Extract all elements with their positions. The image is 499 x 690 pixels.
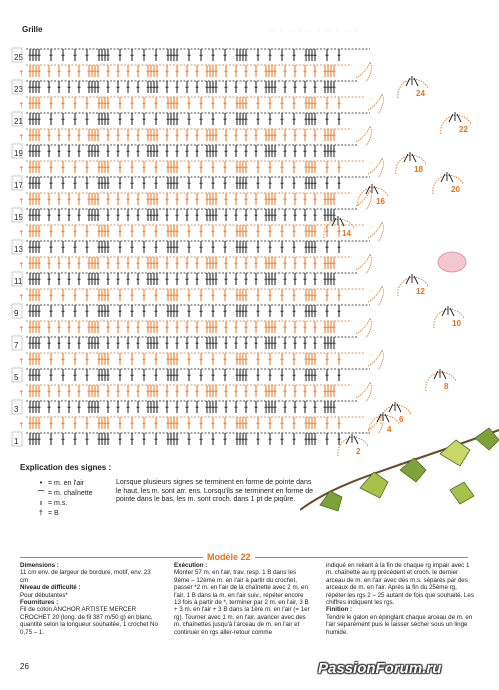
fan-stitches bbox=[442, 306, 454, 316]
dimensions-text: 11 cm env. de largeur de bordure, motif, env. 23 cm bbox=[20, 569, 151, 584]
edge-scallop bbox=[368, 158, 383, 178]
row-start-mark: † bbox=[19, 357, 24, 366]
chart-row bbox=[26, 94, 383, 114]
fan-stitches bbox=[434, 369, 446, 379]
row-label: 15 bbox=[14, 213, 23, 222]
edge-scallop bbox=[368, 222, 383, 242]
chart-row bbox=[26, 113, 370, 125]
legend-item-text: = m. chaînette bbox=[48, 490, 93, 497]
fan-stitches bbox=[406, 76, 418, 86]
arc-row-label: 14 bbox=[342, 229, 351, 238]
execution-continued-text: indiqué en reliant à la fin de chaque rg impair avec 1 m. chaînette au rg précédent et croch. le dernier arceau de m. en l'air avec des m.s. séparés par des arceaux de m. en l'air. Après la fin du 25ème rg, répéter les rgs 2 – 25 autant de fois que souhaité. Les chiffres indiquent les rgs. bbox=[326, 562, 474, 607]
row-label: 19 bbox=[14, 149, 23, 158]
edge-scallop bbox=[356, 254, 371, 274]
row-start-mark: † bbox=[19, 229, 24, 238]
background-bleed: · · · · · · · · · · bbox=[270, 23, 359, 37]
edge-scallop bbox=[368, 350, 383, 370]
watermark: PassionForum.ru bbox=[318, 660, 442, 677]
row-start-mark: † bbox=[19, 261, 24, 270]
chart-row bbox=[26, 222, 383, 242]
legend-item-chain bbox=[34, 479, 93, 488]
row-label: 11 bbox=[14, 277, 23, 286]
arc-row-label: 4 bbox=[387, 425, 392, 434]
chart-row bbox=[26, 350, 383, 370]
chart-row bbox=[26, 318, 371, 338]
chart-row bbox=[26, 273, 358, 285]
chart-row bbox=[26, 305, 370, 317]
arc-row-label: 18 bbox=[414, 165, 423, 174]
chart-row bbox=[26, 209, 358, 221]
model-title: Modèle 22 bbox=[203, 552, 255, 562]
row-label: 5 bbox=[14, 373, 19, 382]
edge-scallop bbox=[356, 126, 371, 146]
edge-scallop bbox=[356, 318, 371, 338]
arc-row-label: 12 bbox=[416, 287, 425, 296]
finition-text: Tendre le galon en épinglant chaque arceau de m. en l'air séparément puis le laisser sécher sous un linge humide. bbox=[326, 613, 473, 636]
fan-stitches bbox=[366, 184, 378, 194]
row-start-mark: † bbox=[19, 421, 24, 430]
column-2 bbox=[174, 562, 312, 636]
legend-item-text: = m.s. bbox=[48, 500, 68, 507]
single-crochet-icon: ı bbox=[40, 500, 42, 507]
arc-icon: ⌒ bbox=[37, 490, 45, 498]
chart-row bbox=[26, 337, 358, 349]
row-start-mark: † bbox=[19, 165, 24, 174]
legend-item-slip-stitch bbox=[34, 489, 93, 498]
chart-row bbox=[26, 241, 370, 253]
chart-row bbox=[26, 177, 370, 189]
chart-row bbox=[26, 158, 383, 178]
fan-stitches bbox=[449, 112, 461, 122]
chart-row bbox=[26, 62, 371, 82]
legend-item-double-crochet bbox=[34, 509, 93, 518]
arc-row-label: 24 bbox=[416, 89, 425, 98]
row-label: 25 bbox=[14, 53, 23, 62]
row-start-mark: † bbox=[19, 325, 24, 334]
chart-title: Grille bbox=[22, 25, 43, 34]
chart-row bbox=[26, 126, 371, 146]
pink-figure-decoration bbox=[438, 252, 466, 272]
legend-note: Lorsque plusieurs signes se terminent en forme de pointe dans le haut, les m. sont arr. ens. Lorsqu'ils se terminent en forme de pointe dans le bas, les m. sont croch. dans 1 pt de piqûre. bbox=[116, 479, 314, 504]
arc-row-label: 8 bbox=[444, 382, 449, 391]
fan-stitches bbox=[441, 172, 453, 182]
chart-row bbox=[26, 382, 371, 402]
chart-row bbox=[26, 286, 383, 306]
legend-items bbox=[34, 479, 93, 519]
fan-stitches bbox=[406, 274, 418, 284]
column-3 bbox=[326, 562, 474, 636]
finition-heading: Finition : bbox=[326, 606, 353, 614]
chart-row bbox=[26, 145, 358, 157]
column-1 bbox=[20, 562, 160, 636]
legend bbox=[20, 463, 490, 517]
row-start-mark: † bbox=[19, 69, 24, 78]
edge-scallop bbox=[356, 382, 371, 402]
niveau-heading: Niveau de difficulté : bbox=[20, 584, 81, 592]
row-label: 3 bbox=[14, 405, 19, 414]
arc-row-label: 22 bbox=[459, 125, 468, 134]
arc-row-label: 20 bbox=[451, 185, 460, 194]
chart-row bbox=[26, 190, 371, 210]
row-label: 17 bbox=[14, 181, 23, 190]
row-label: 13 bbox=[14, 245, 23, 254]
fan-stitches bbox=[404, 152, 416, 162]
row-start-mark: † bbox=[19, 293, 24, 302]
page-number: 26 bbox=[20, 662, 29, 671]
legend-item-single-crochet bbox=[34, 499, 93, 508]
execution-heading: Exécution : bbox=[174, 562, 208, 569]
chart-row bbox=[26, 81, 358, 93]
legend-item-text: = m. en l'air bbox=[48, 480, 85, 487]
scallop-arc bbox=[426, 372, 456, 391]
row-start-mark: † bbox=[19, 133, 24, 142]
row-start-mark: † bbox=[19, 101, 24, 110]
row-start-mark: † bbox=[19, 389, 24, 398]
arc-row-label: 6 bbox=[399, 415, 404, 424]
execution-text: Monter 57 m. en l'air, trav. resp. 1 B dans les 9ème – 12ème m. en l'air à partir du crochet, passer *2 m. en l'air de la chaînette avec 2 m. en l'air, 1 B dans la m. en l'air suiv., répéter encore 13 fois à partir de *, terminer par 2 m. en l'air, 3 B + 3 m. en l'air + 3 B dans la 1ère m. en l'air (= 1er rg). Tourner avec 1 m. en l'air, avancer avec des m. chaînettes jusqu'à l'arceau de m. en l'air et continuer en rgs aller-retour comme bbox=[174, 569, 310, 636]
row-label: 1 bbox=[14, 437, 19, 446]
arc-row-label: 10 bbox=[452, 319, 461, 328]
arc-row-label: 16 bbox=[376, 197, 385, 206]
edge-scallop bbox=[368, 286, 383, 306]
legend-item-text: = B bbox=[48, 510, 59, 517]
arc-row-label: 2 bbox=[356, 447, 361, 456]
row-start-mark: † bbox=[19, 197, 24, 206]
chart-row bbox=[26, 49, 370, 61]
edge-scallop bbox=[356, 62, 371, 82]
double-crochet-icon: † bbox=[39, 510, 43, 517]
edge-scallop bbox=[368, 94, 383, 114]
dot-icon: • bbox=[39, 480, 43, 487]
fournitures-heading: Fournitures : bbox=[20, 599, 59, 607]
fournitures-text: Fil de coton ANCHOR ARTISTE MERCER CROCHET 20 (long. de fil 387 m/50 g) en blanc, quantité selon la longueur souhaitée, 1 crochet No 0,75 – 1. bbox=[20, 606, 158, 636]
row-label: 21 bbox=[14, 117, 23, 126]
chart-row bbox=[26, 254, 371, 274]
niveau-text: Pour débutantes* bbox=[20, 591, 68, 599]
chart-row bbox=[26, 369, 370, 381]
row-label: 9 bbox=[14, 309, 19, 318]
row-label: 7 bbox=[14, 341, 19, 350]
dimensions-heading: Dimensions : bbox=[20, 562, 59, 569]
legend-title: Explication des signes : bbox=[20, 463, 112, 472]
row-label: 23 bbox=[14, 85, 23, 94]
